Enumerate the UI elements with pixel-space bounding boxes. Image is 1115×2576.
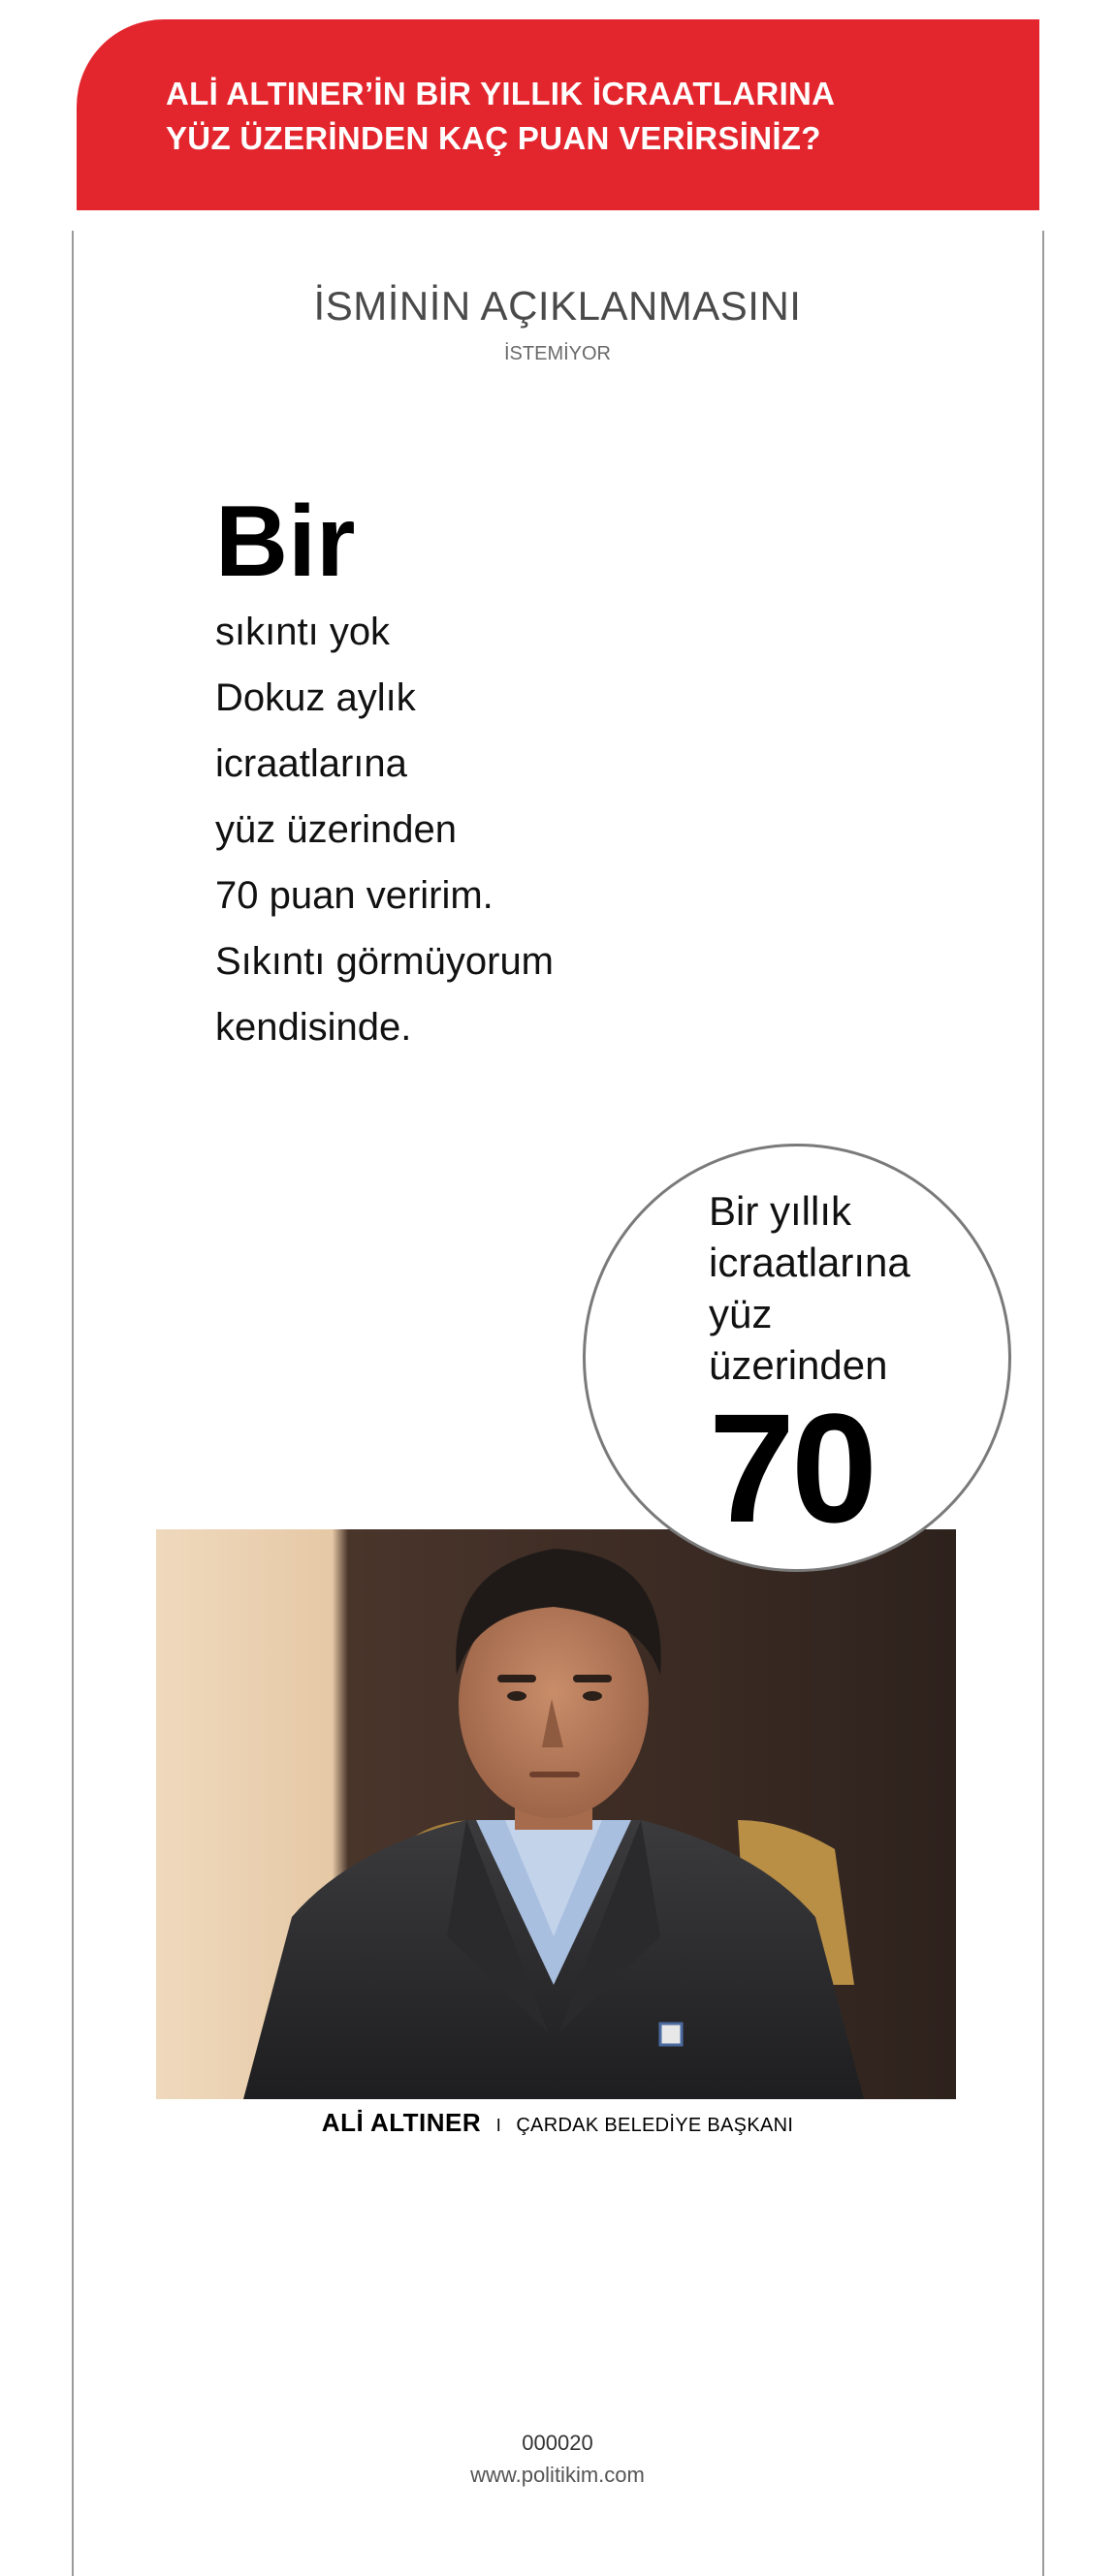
score-label-line: yüz xyxy=(709,1291,773,1336)
portrait-photo xyxy=(156,1529,956,2099)
score-circle xyxy=(583,1144,1011,1572)
quote-line: Sıkıntı görmüyorum xyxy=(215,940,555,983)
caption-separator: I xyxy=(495,2116,501,2135)
score-label-line: üzerinden xyxy=(709,1342,888,1388)
caption-name: ALİ ALTINER xyxy=(321,2108,482,2137)
quote-lead-word: Bir xyxy=(215,486,356,598)
portrait-illustration xyxy=(156,1529,956,2099)
quote-line: yüz üzerinden xyxy=(215,808,458,851)
header-banner xyxy=(77,19,1039,210)
quote-line: sıkıntı yok xyxy=(215,611,391,653)
score-label-line: icraatlarına xyxy=(709,1240,910,1285)
photo-caption xyxy=(0,2108,1115,2140)
score-value: 70 xyxy=(709,1381,874,1555)
respondent-label: İSMİNİN AÇIKLANMASINI xyxy=(313,283,802,329)
header-title-line-1: ALİ ALTINER’İN BİR YILLIK İCRAATLARINA xyxy=(166,76,836,111)
quote-line: Dokuz aylık xyxy=(215,676,416,719)
quote-line: 70 puan veririm. xyxy=(215,874,494,917)
frame-right-border xyxy=(1042,231,1044,2576)
quote-line: kendisinde. xyxy=(215,1006,412,1049)
caption-role: ÇARDAK BELEDİYE BAŞKANI xyxy=(516,2115,794,2136)
score-text xyxy=(709,1185,1000,1555)
header-title xyxy=(166,72,835,161)
header-title-line-2: YÜZ ÜZERİNDEN KAÇ PUAN VERİRSİNİZ? xyxy=(166,120,821,156)
footer-page-code: 000020 xyxy=(522,2431,593,2455)
quote-block xyxy=(215,485,719,1060)
frame-left-border xyxy=(72,231,74,2576)
respondent-sublabel: İSTEMİYOR xyxy=(503,343,611,364)
footer-url[interactable]: www.politikim.com xyxy=(470,2463,645,2487)
quote-line: icraatlarına xyxy=(215,742,407,785)
score-label-line: Bir yıllık xyxy=(709,1188,851,1234)
